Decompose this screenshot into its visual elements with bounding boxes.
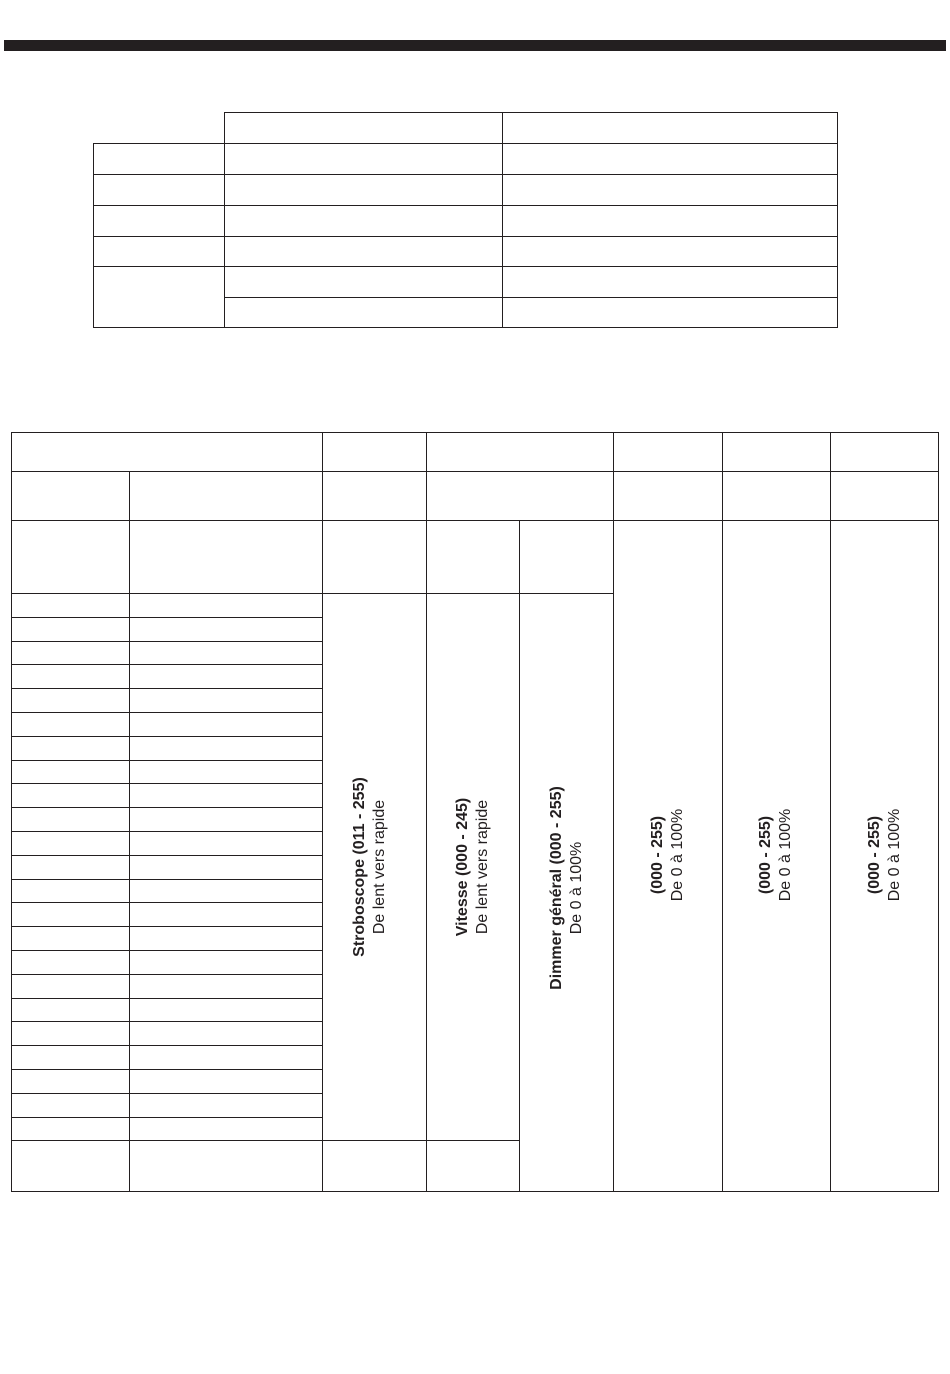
column-header-cell — [129, 520, 323, 594]
table-row — [11, 760, 130, 785]
summary-cell — [502, 143, 838, 175]
table-row — [11, 783, 130, 808]
summary-cell — [502, 297, 838, 328]
table-row — [129, 879, 323, 904]
channel-c-desc: De 0 à 100% — [886, 808, 903, 902]
speed-label — [453, 798, 493, 936]
header-cell — [613, 432, 723, 472]
table-row — [11, 1045, 130, 1070]
dimmer-label — [547, 786, 587, 990]
header-cell — [11, 432, 323, 472]
subheader-cell — [426, 471, 614, 521]
channel-b-desc: De 0 à 100% — [777, 808, 794, 902]
summary-cell — [224, 266, 503, 298]
summary-cell — [224, 174, 503, 206]
summary-cell — [502, 205, 838, 237]
summary-cell — [502, 266, 838, 298]
summary-cell — [224, 143, 503, 175]
table-row — [129, 617, 323, 642]
subheader-cell — [129, 471, 323, 521]
table-row — [11, 736, 130, 761]
table-row — [11, 593, 130, 618]
table-row — [129, 760, 323, 785]
table-row — [129, 593, 323, 618]
table-row — [129, 1045, 323, 1070]
speed-title: Vitesse (000 - 245) — [454, 797, 471, 937]
header-cell — [322, 432, 427, 472]
strobe-title: Stroboscope (011 - 255) — [351, 777, 368, 957]
table-row — [11, 712, 130, 737]
table-row — [129, 736, 323, 761]
strobe-desc: De lent vers rapide — [371, 799, 388, 935]
summary-cell — [502, 236, 838, 267]
table-row — [129, 831, 323, 856]
table-row — [129, 1093, 323, 1118]
table-row — [11, 688, 130, 713]
table-row — [129, 974, 323, 999]
subheader-cell — [830, 471, 939, 521]
summary-cell — [93, 143, 225, 175]
dimmer-desc: De 0 à 100% — [568, 841, 585, 935]
table-row — [11, 1021, 130, 1046]
subheader-cell — [722, 471, 831, 521]
column-header-cell — [426, 520, 520, 594]
table-row — [129, 998, 323, 1023]
table-row — [129, 1140, 323, 1192]
table-row — [129, 688, 323, 713]
table-row — [11, 926, 130, 951]
table-row — [11, 1069, 130, 1094]
header-bar — [4, 40, 946, 51]
table-row — [129, 1021, 323, 1046]
channel-c-title: (000 - 255) — [866, 815, 883, 895]
channel-a-desc: De 0 à 100% — [669, 808, 686, 902]
table-row — [11, 855, 130, 880]
table-row — [129, 902, 323, 927]
summary-cell — [93, 174, 225, 206]
summary-header-cell — [502, 112, 838, 144]
table-row — [129, 855, 323, 880]
table-row — [11, 1117, 130, 1142]
summary-header-cell — [224, 112, 503, 144]
table-row — [129, 783, 323, 808]
column-header-cell — [322, 520, 427, 594]
table-row — [11, 831, 130, 856]
table-row — [11, 641, 130, 666]
header-cell — [830, 432, 939, 472]
dimmer-title: Dimmer général (000 - 255) — [548, 786, 565, 990]
table-row — [11, 902, 130, 927]
summary-cell — [93, 205, 225, 237]
summary-cell — [93, 266, 225, 328]
table-row — [129, 950, 323, 975]
table-row — [11, 807, 130, 832]
subheader-cell — [322, 471, 427, 521]
summary-cell — [224, 236, 503, 267]
table-row — [129, 712, 323, 737]
channel-b-title: (000 - 255) — [757, 815, 774, 895]
strobe-label — [350, 777, 390, 957]
table-row — [129, 1117, 323, 1142]
table-row — [11, 998, 130, 1023]
table-row — [129, 926, 323, 951]
summary-cell — [93, 236, 225, 267]
header-cell — [722, 432, 831, 472]
table-row — [129, 807, 323, 832]
table-row — [426, 1140, 520, 1192]
header-cell — [426, 432, 614, 472]
column-header-cell — [11, 520, 130, 594]
subheader-cell — [613, 471, 723, 521]
table-row — [129, 641, 323, 666]
table-row — [11, 664, 130, 689]
channel-a-label — [648, 809, 688, 902]
channel-c-label — [865, 809, 905, 902]
table-row — [11, 1093, 130, 1118]
summary-cell — [224, 297, 503, 328]
table-row — [322, 1140, 427, 1192]
table-row — [11, 879, 130, 904]
table-row — [11, 617, 130, 642]
table-row — [11, 950, 130, 975]
table-row — [11, 974, 130, 999]
channel-a-title: (000 - 255) — [649, 815, 666, 895]
channel-b-label — [756, 809, 796, 902]
table-row — [129, 1069, 323, 1094]
summary-cell — [502, 174, 838, 206]
column-header-cell — [519, 520, 614, 594]
speed-desc: De lent vers rapide — [474, 799, 491, 935]
table-row — [129, 664, 323, 689]
subheader-cell — [11, 471, 130, 521]
table-row — [11, 1140, 130, 1192]
summary-cell — [224, 205, 503, 237]
